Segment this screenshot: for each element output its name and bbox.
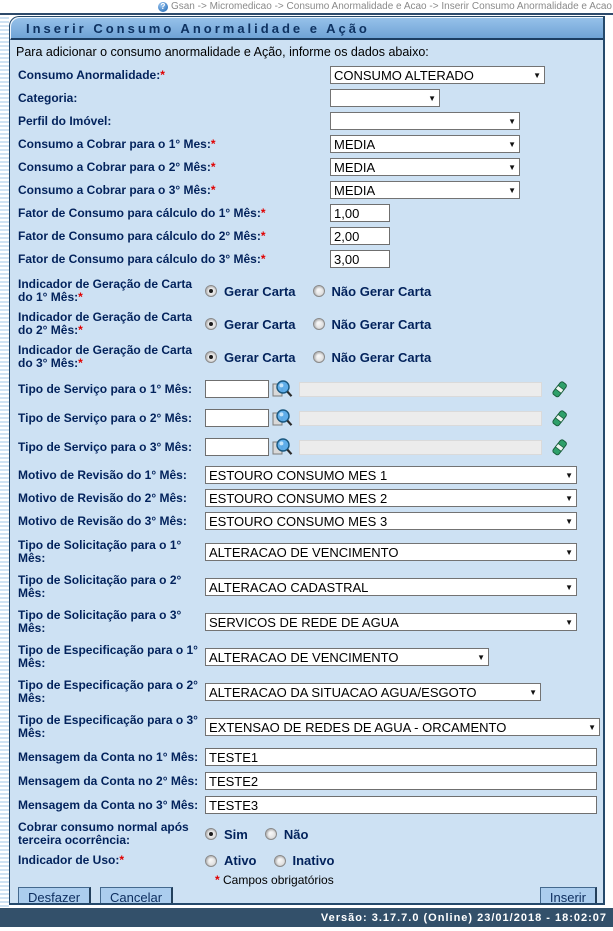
especificacao-mes2-label: Tipo de Especificação para o 2° Mês: (18, 678, 198, 705)
cobrar-mes2-label: Consumo a Cobrar para o 2° Mês:* (18, 159, 216, 174)
carta-mes1-nao-gerar-radio[interactable] (313, 285, 325, 297)
search-icon[interactable] (271, 436, 293, 458)
version-text: Versão: 3.17.7.0 (Online) 23/01/2018 - 18:02:07 (320, 911, 607, 924)
mensagem-mes2-label: Mensagem da Conta no 2° Mês: (18, 773, 199, 788)
chevron-down-icon: ▼ (565, 493, 573, 503)
motivo-mes1-label: Motivo de Revisão do 1° Mês: (18, 467, 187, 482)
especificacao-mes2-select[interactable]: ALTERACAO DA SITUACAO AGUA/ESGOTO ▼ (205, 683, 541, 701)
servico-mes2-label: Tipo de Serviço para o 2° Mês: (18, 410, 192, 425)
carta-mes1-radio-group (205, 284, 441, 299)
servico-mes3-code-input[interactable] (205, 438, 269, 456)
desfazer-button[interactable]: Desfazer (18, 887, 91, 905)
indicador-uso-inativo-radio[interactable] (274, 855, 286, 867)
eraser-icon[interactable] (550, 409, 569, 428)
categoria-select[interactable] (330, 89, 440, 107)
motivo-mes1-select[interactable]: ESTOURO CONSUMO MES 1 ▼ (205, 466, 577, 484)
indicador-uso-radio-group (205, 853, 344, 868)
carta-mes1-nao-gerar-label: Não Gerar Carta (331, 283, 432, 299)
chevron-down-icon: ▼ (565, 547, 573, 557)
chevron-down-icon: ▼ (508, 116, 516, 126)
indicador-uso-inativo-label: Inativo (292, 853, 335, 868)
cobrar-mes3-label: Consumo a Cobrar para o 3° Mês:* (18, 182, 216, 197)
carta-mes3-gerar-radio[interactable] (205, 351, 217, 363)
perfil-imovel-label: Perfil do Imóvel: (18, 113, 112, 128)
cobrar-normal-label: Cobrar consumo normal após terceira ocorrência: (18, 820, 189, 847)
carta-mes2-gerar-radio[interactable] (205, 318, 217, 330)
solicitacao-mes3-select[interactable]: SERVICOS DE REDE DE AGUA ▼ (205, 613, 577, 631)
perfil-imovel-select[interactable] (330, 112, 520, 130)
fator-mes1-label: Fator de Consumo para cálculo do 1° Mês:* (18, 205, 266, 220)
help-icon[interactable]: ? (158, 2, 168, 12)
carta-mes3-gerar-label: Gerar Carta (224, 349, 296, 365)
motivo-mes3-label: Motivo de Revisão do 3° Mês: (18, 513, 187, 528)
page-margin-stripes (0, 15, 9, 908)
indicador-uso-ativo-radio[interactable] (205, 855, 217, 867)
fator-mes2-input[interactable] (330, 227, 390, 245)
consumo-anormalidade-label: Consumo Anormalidade:* (18, 67, 165, 82)
chevron-down-icon: ▼ (529, 687, 537, 697)
categoria-label: Categoria: (18, 90, 78, 105)
version-footer (0, 908, 613, 927)
indicador-uso-ativo-label: Ativo (224, 853, 257, 868)
servico-mes2-code-input[interactable] (205, 409, 269, 427)
chevron-down-icon: ▼ (565, 516, 573, 526)
mensagem-mes2-input[interactable] (205, 772, 597, 790)
motivo-mes2-select[interactable]: ESTOURO CONSUMO MES 2 ▼ (205, 489, 577, 507)
chevron-down-icon: ▼ (477, 652, 485, 662)
especificacao-mes3-select[interactable]: EXTENSAO DE REDES DE AGUA - ORCAMENTO ▼ (205, 718, 600, 736)
cobrar-normal-radio-group (205, 827, 318, 842)
carta-mes1-gerar-radio[interactable] (205, 285, 217, 297)
chevron-down-icon: ▼ (508, 139, 516, 149)
especificacao-mes1-select[interactable]: ALTERACAO DE VENCIMENTO ▼ (205, 648, 489, 666)
button-row (18, 887, 601, 905)
chevron-down-icon: ▼ (508, 185, 516, 195)
chevron-down-icon: ▼ (565, 470, 573, 480)
carta-mes2-label: Indicador de Geração de Carta do 2° Mês:* (18, 310, 193, 337)
servico-mes3-description (299, 440, 542, 455)
cobrar-normal-nao-radio[interactable] (265, 828, 277, 840)
consumo-anormalidade-select[interactable]: CONSUMO ALTERADO ▼ (330, 66, 545, 84)
solicitacao-mes2-label: Tipo de Solicitação para o 2° Mês: (18, 573, 182, 600)
required-fields-note: * Campos obrigatórios (215, 873, 334, 887)
especificacao-mes1-label: Tipo de Especificação para o 1° Mês: (18, 643, 198, 670)
solicitacao-mes3-label: Tipo de Solicitação para o 3° Mês: (18, 608, 182, 635)
carta-mes3-radio-group (205, 350, 441, 365)
motivo-mes3-select[interactable]: ESTOURO CONSUMO MES 3 ▼ (205, 512, 577, 530)
indicador-uso-label: Indicador de Uso:* (18, 853, 125, 867)
servico-mes2-description (299, 411, 542, 426)
cobrar-mes3-select[interactable]: MEDIA ▼ (330, 181, 520, 199)
breadcrumb (0, 0, 613, 13)
mensagem-mes3-label: Mensagem da Conta no 3° Mês: (18, 797, 199, 812)
cobrar-normal-nao-label: Não (283, 826, 309, 842)
mensagem-mes3-input[interactable] (205, 796, 597, 814)
cobrar-normal-sim-radio[interactable] (205, 828, 217, 840)
carta-mes1-label: Indicador de Geração de Carta do 1° Mês:* (18, 277, 193, 304)
cancelar-button[interactable]: Cancelar (100, 887, 173, 905)
fator-mes3-input[interactable] (330, 250, 390, 268)
page-subtitle: Para adicionar o consumo anormalidade e Ação, informe os dados abaixo: (16, 45, 429, 59)
cobrar-normal-sim-label: Sim (224, 826, 248, 842)
eraser-icon[interactable] (550, 438, 569, 457)
especificacao-mes3-label: Tipo de Especificação para o 3° Mês: (18, 713, 198, 740)
carta-mes3-nao-gerar-radio[interactable] (313, 351, 325, 363)
servico-mes1-code-input[interactable] (205, 380, 269, 398)
cobrar-mes1-label: Consumo a Cobrar para o 1° Mes:* (18, 136, 216, 151)
servico-mes1-label: Tipo de Serviço para o 1° Mês: (18, 381, 192, 396)
breadcrumb-text: Gsan -> Micromedicao -> Consumo Anormalidade e Acao -> Inserir Consumo Anormalidade e Acao (170, 1, 612, 12)
chevron-down-icon: ▼ (533, 70, 541, 80)
servico-mes1-description (299, 382, 542, 397)
top-divider (0, 13, 613, 15)
carta-mes3-label: Indicador de Geração de Carta do 3° Mês:* (18, 343, 193, 370)
solicitacao-mes1-label: Tipo de Solicitação para o 1° Mês: (18, 538, 182, 565)
chevron-down-icon: ▼ (508, 162, 516, 172)
fator-mes3-label: Fator de Consumo para cálculo do 3° Mês:* (18, 251, 266, 266)
carta-mes1-gerar-label: Gerar Carta (224, 283, 296, 299)
page-title: Inserir Consumo Anormalidade e Ação (10, 17, 603, 40)
solicitacao-mes2-select[interactable]: ALTERACAO CADASTRAL ▼ (205, 578, 577, 596)
servico-mes3-label: Tipo de Serviço para o 3° Mês: (18, 439, 192, 454)
chevron-down-icon: ▼ (565, 617, 573, 627)
inserir-button[interactable]: Inserir (540, 887, 597, 905)
form-body (10, 63, 603, 905)
chevron-down-icon: ▼ (565, 582, 573, 592)
chevron-down-icon: ▼ (428, 93, 436, 103)
carta-mes2-nao-gerar-radio[interactable] (313, 318, 325, 330)
eraser-icon[interactable] (550, 380, 569, 399)
mensagem-mes1-label: Mensagem da Conta no 1° Mês: (18, 749, 199, 764)
carta-mes2-nao-gerar-label: Não Gerar Carta (331, 316, 432, 332)
insert-consumo-anormalidade-panel (9, 16, 605, 905)
search-icon[interactable] (271, 407, 293, 429)
mensagem-mes1-input[interactable] (205, 748, 597, 766)
carta-mes2-radio-group (205, 317, 441, 332)
chevron-down-icon: ▼ (588, 722, 596, 732)
cobrar-mes2-select[interactable]: MEDIA ▼ (330, 158, 520, 176)
search-icon[interactable] (271, 378, 293, 400)
carta-mes3-nao-gerar-label: Não Gerar Carta (331, 349, 432, 365)
fator-mes2-label: Fator de Consumo para cálculo do 2° Mês:* (18, 228, 266, 243)
fator-mes1-input[interactable] (330, 204, 390, 222)
cobrar-mes1-select[interactable]: MEDIA ▼ (330, 135, 520, 153)
carta-mes2-gerar-label: Gerar Carta (224, 316, 296, 332)
solicitacao-mes1-select[interactable]: ALTERACAO DE VENCIMENTO ▼ (205, 543, 577, 561)
motivo-mes2-label: Motivo de Revisão do 2° Mês: (18, 490, 187, 505)
